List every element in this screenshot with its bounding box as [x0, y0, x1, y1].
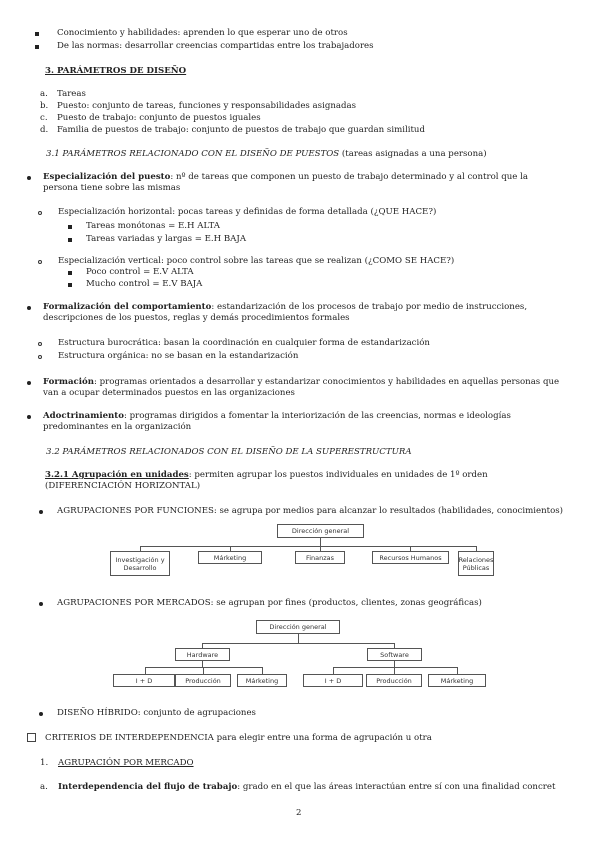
connector-line	[320, 538, 321, 546]
square-bullet-icon	[68, 283, 72, 287]
org-node: Recursos Humanos	[372, 551, 449, 564]
bullet-icon	[27, 176, 31, 180]
list-item: De las normas: desarrollar creencias compartidas entre los trabajadores	[57, 41, 374, 51]
connector-line	[202, 643, 394, 644]
org-node: Márketing	[428, 674, 486, 687]
connector-line	[203, 667, 204, 674]
list-item: Estructura orgánica: no se basan en la estandarización	[58, 351, 299, 361]
circle-bullet-icon	[38, 260, 42, 264]
list-item: Especialización horizontal: pocas tareas y definidas de forma detallada (¿QUE HACE?)	[58, 207, 437, 217]
list-item: Especialización vertical: poco control sobre las tareas que se realizan (¿COMO SE HACE?)	[58, 256, 455, 266]
list-item: DISEÑO HÍBRIDO: conjunto de agrupaciones	[57, 708, 256, 718]
bullet-icon	[27, 381, 31, 385]
list-marker: 1.	[40, 758, 49, 768]
bullet-icon	[27, 306, 31, 310]
paragraph: Formación: programas orientados a desarrollar y estandarizar conocimientos y habilidades en aquellas personas que van a ocupar determinados puestos en las organizaciones	[43, 377, 560, 398]
subsection-heading: 3.1 PARÁMETROS RELACIONADO CON EL DISEÑO DE PUESTOS (tareas asignadas a una persona)	[46, 149, 487, 159]
list-item: Puesto: conjunto de tareas, funciones y responsabilidades asignadas	[57, 101, 357, 111]
org-node: Márketing	[237, 674, 287, 687]
list-item: AGRUPACIÓN POR MERCADO	[58, 758, 194, 768]
org-node: I + D	[303, 674, 363, 687]
connector-line	[298, 634, 299, 643]
connector-line	[145, 667, 146, 674]
paragraph: Especialización del puesto: nº de tareas que componen un puesto de trabajo determinado y al control que la persona tiene sobre las mismas	[43, 172, 528, 193]
circle-bullet-icon	[38, 342, 42, 346]
org-node: Finanzas	[295, 551, 345, 564]
org-node: Márketing	[198, 551, 262, 564]
subsection-heading: 3.2 PARÁMETROS RELACIONADOS CON EL DISEÑO DE LA SUPERESTRUCTURA	[46, 447, 412, 457]
list-item: Estructura burocrática: basan la coordinación en cualquier forma de estandarización	[58, 338, 430, 348]
list-item: Tareas monótonas = E.H ALTA	[86, 221, 220, 231]
list-marker: a.	[40, 89, 48, 99]
list-marker: c.	[40, 113, 48, 123]
org-node: Producción	[366, 674, 422, 687]
paragraph: Formalización del comportamiento: estandarización de los procesos de trabajo por medio de instrucciones, descripciones de los puestos, reglas y demás procedimientos formales	[43, 302, 528, 323]
org-division: Software	[367, 648, 422, 661]
org-node-top: Dirección general	[256, 620, 340, 634]
list-item: Mucho control = E.V BAJA	[86, 279, 203, 289]
square-bullet-icon	[68, 271, 72, 275]
org-division: Hardware	[175, 648, 230, 661]
connector-line	[394, 667, 395, 674]
list-item: AGRUPACIONES POR MERCADOS: se agrupan por fines (productos, clientes, zonas geográficas)	[57, 598, 482, 608]
square-bullet-icon	[68, 225, 72, 229]
circle-bullet-icon	[38, 211, 42, 215]
list-item: Puesto de trabajo: conjunto de puestos iguales	[57, 113, 261, 123]
org-node: Relaciones Públicas	[458, 551, 494, 576]
org-node: Investigación y Desarrollo	[110, 551, 170, 576]
list-item: Familia de puestos de trabajo: conjunto de puestos de trabajo que guardan similitud	[57, 125, 425, 135]
list-item: CRITERIOS DE INTERDEPENDENCIA para elegir entre una forma de agrupación u otra	[45, 733, 432, 743]
bullet-icon	[39, 602, 43, 606]
page-number: 2	[296, 808, 302, 818]
connector-line	[262, 667, 263, 674]
list-item: Conocimiento y habilidades: aprenden lo que esperar uno de otros	[57, 28, 348, 38]
circle-bullet-icon	[38, 355, 42, 359]
org-node: I + D	[113, 674, 175, 687]
paragraph: Interdependencia del flujo de trabajo: grado en el que las áreas interactúan entre sí con una finalidad concret	[58, 782, 556, 792]
list-marker: a.	[40, 782, 48, 792]
list-item: Tareas	[57, 89, 86, 99]
paragraph: Adoctrinamiento: programas dirigidos a fomentar la interiorización de las creencias, normas e ideologías predominantes en la organización	[43, 411, 511, 432]
list-item: Tareas variadas y largas = E.H BAJA	[86, 234, 247, 244]
bullet-icon	[39, 510, 43, 514]
list-marker: b.	[40, 101, 49, 111]
connector-line	[457, 667, 458, 674]
bullet-icon	[39, 712, 43, 716]
connector-line	[140, 546, 476, 547]
org-node-top: Dirección general	[277, 524, 364, 538]
square-bullet-icon	[35, 45, 39, 49]
paragraph: 3.2.1 Agrupación en unidades: permiten agrupar los puestos individuales en unidades de 1º orden (DIFERENCIACIÓN HORIZONTAL)	[45, 470, 488, 491]
square-bullet-icon	[35, 32, 39, 36]
list-marker: d.	[40, 125, 49, 135]
connector-line	[333, 667, 457, 668]
bullet-icon	[27, 415, 31, 419]
section-title: 3. PARÁMETROS DE DISEÑO	[45, 66, 187, 76]
list-item: AGRUPACIONES POR FUNCIONES: se agrupa por medios para alcanzar lo resultados (habilidades, conocimientos)	[57, 506, 564, 516]
square-bullet-icon	[68, 238, 72, 242]
checkbox-bullet-icon	[27, 733, 36, 742]
connector-line	[333, 667, 334, 674]
list-item: Poco control = E.V ALTA	[86, 267, 194, 277]
org-node: Producción	[175, 674, 231, 687]
